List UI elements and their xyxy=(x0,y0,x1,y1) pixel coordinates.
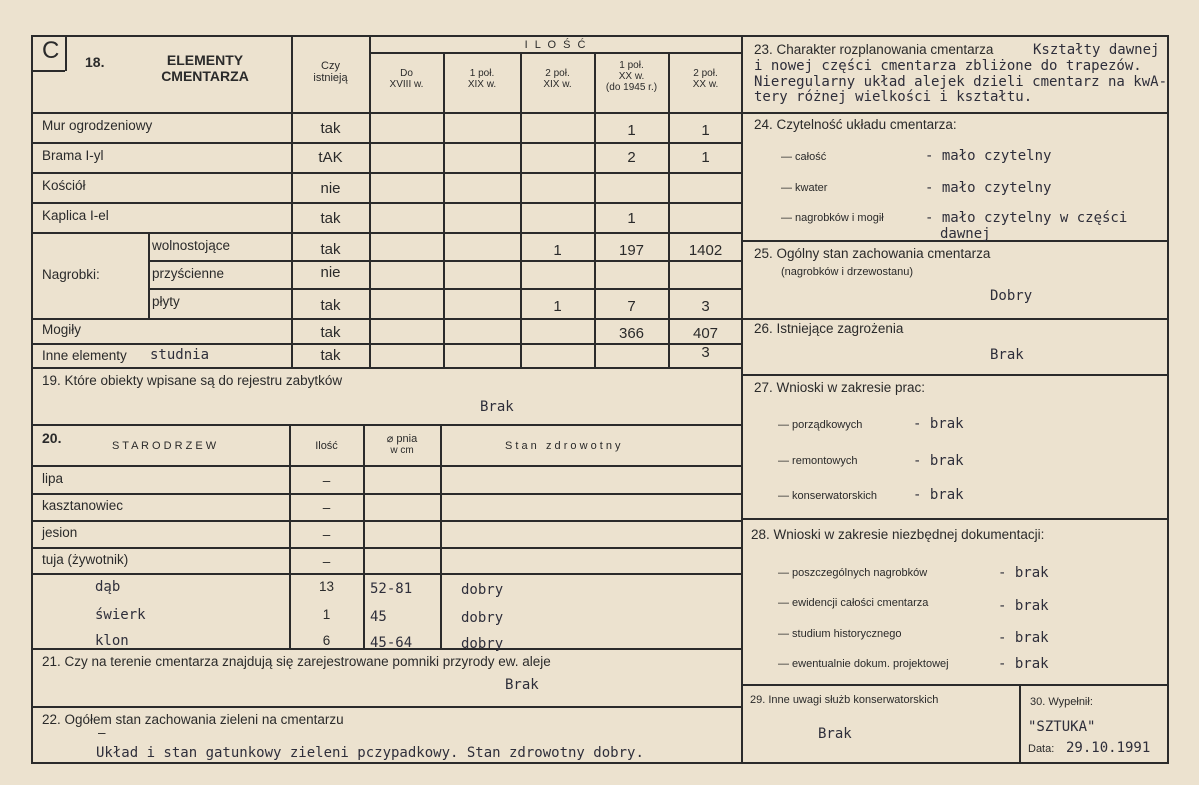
s24-item-0-value: - mało czytelny xyxy=(925,148,1052,164)
s24-item-1-label: — kwater xyxy=(781,182,828,194)
section-number: 18. xyxy=(85,54,105,70)
s27-item-0-label: — porządkowych xyxy=(778,419,863,431)
s23-line2: i nowej części cmentarza zbliżone do trapezów. xyxy=(754,58,1142,74)
period-header-2-l1: 2 poł. xyxy=(545,68,570,79)
s21-label: 21. Czy na terenie cmentarza znajdują się zarejestrowane pomniki przyrody ew. aleje xyxy=(42,654,551,669)
tree-name: kasztanowiec xyxy=(42,498,124,513)
s28-item-1-label: — ewidencji całości cmentarza xyxy=(778,597,929,609)
s24-item-2-value2: dawnej xyxy=(940,226,991,242)
row-label-mogily: Mogiły xyxy=(42,322,82,337)
s21-value: Brak xyxy=(505,677,539,693)
s30-label: 30. Wypełnił: xyxy=(1030,696,1093,708)
s26-value: Brak xyxy=(990,347,1024,363)
s27-item-1-value: - brak xyxy=(913,453,964,469)
section-title xyxy=(140,52,270,84)
s23-line4: tery różnej wielkości i kształtu. xyxy=(754,89,1033,105)
cell-mogily-c5: 407 xyxy=(692,325,719,342)
cell-mur-c5: 1 xyxy=(701,122,710,139)
tree-ilosc: – xyxy=(322,527,331,542)
tree-ilosc: 1 xyxy=(322,607,331,622)
row-label-mur: Mur ogrodzeniowy xyxy=(42,118,153,133)
tree-name: klon xyxy=(95,633,129,649)
s23-line3: Nieregularny układ alejek dzieli cmentarz na kwA- xyxy=(754,74,1168,90)
s25-label: 25. Ogólny stan zachowania cmentarza xyxy=(754,246,991,261)
s22-value: Układ i stan gatunkowy zieleni pczypadkowy. Stan zdrowotny dobry. xyxy=(96,745,644,761)
period-header-4 xyxy=(669,68,742,90)
cell-inne-czy: tak xyxy=(320,347,341,364)
s20-col-stan: S t a n z d r o w o t n y xyxy=(505,440,621,452)
s28-item-2-value: - brak xyxy=(998,630,1049,646)
cell-brama-c5: 1 xyxy=(701,149,710,166)
cell-mur-c4: 1 xyxy=(627,122,636,139)
s24-item-0-label: — całość xyxy=(781,151,827,163)
s20-number: 20. xyxy=(42,430,62,446)
title-line1: ELEMENTY xyxy=(166,52,244,68)
pnia-line1: ⌀ pnia xyxy=(386,433,418,445)
s23-label: 23. Charakter rozplanowania cmentarza xyxy=(754,42,994,57)
s28-item-3-label: — ewentualnie dokum. projektowej xyxy=(778,658,949,670)
row-label-brama: Brama I-yl xyxy=(42,148,104,163)
s22-label: 22. Ogółem stan zachowania zieleni na cmentarzu xyxy=(42,712,344,727)
cell-brama-czy: tAK xyxy=(318,149,343,166)
tree-stan: dobry xyxy=(461,636,504,652)
tree-pnia: 52-81 xyxy=(370,581,413,597)
s28-item-0-value: - brak xyxy=(998,565,1049,581)
czy-line1: Czy xyxy=(321,60,340,72)
cell-mogily-czy: tak xyxy=(320,324,341,341)
period-header-0-l2: XVIII w. xyxy=(389,79,424,90)
cell-kaplica-czy: tak xyxy=(320,210,341,227)
title-line2: CMENTARZA xyxy=(161,68,249,84)
tree-ilosc: 13 xyxy=(318,579,335,594)
period-header-1-l1: 1 poł. xyxy=(469,68,495,79)
tree-name: tuja (żywotnik) xyxy=(42,552,129,567)
s19-label: 19. Które obiekty wpisane są do rejestru zabytków xyxy=(42,373,343,388)
period-header-0-l1: Do xyxy=(400,68,413,79)
s28-item-1-value: - brak xyxy=(998,598,1049,614)
row-label-przys: przyścienne xyxy=(152,266,225,281)
period-header-3 xyxy=(595,60,668,93)
s30-value: "SZTUKA" xyxy=(1028,719,1096,735)
tree-stan: dobry xyxy=(461,582,504,598)
cell-wolno-czy: tak xyxy=(320,241,341,258)
cell-mogily-c4: 366 xyxy=(618,325,645,342)
cell-brama-c4: 2 xyxy=(627,149,636,166)
s20-title: S T A R O D R Z E W xyxy=(112,440,217,452)
s23-line1: Kształty dawnej xyxy=(1033,42,1160,58)
s27-item-0-value: - brak xyxy=(913,416,964,432)
s28-label: 28. Wnioski w zakresie niezbędnej dokumentacji: xyxy=(751,527,1045,542)
tree-ilosc: – xyxy=(322,500,331,515)
s25-value: Dobry xyxy=(990,288,1033,304)
tree-name: jesion xyxy=(42,525,78,540)
cell-wolno-c5: 1402 xyxy=(688,242,723,259)
s24-item-2-label: — nagrobków i mogił xyxy=(781,212,884,224)
s25-sub: (nagrobków i drzewostanu) xyxy=(781,266,914,278)
s27-item-2-value: - brak xyxy=(913,487,964,503)
cell-kosciol-czy: nie xyxy=(320,180,341,197)
row-label-inne: Inne elementy xyxy=(42,348,127,363)
s24-item-2-value: - mało czytelny w części xyxy=(925,210,1128,226)
s19-value: Brak xyxy=(480,399,514,415)
tree-ilosc: – xyxy=(322,554,331,569)
row-label-kosciol: Kościół xyxy=(42,178,86,193)
tree-name: lipa xyxy=(42,471,64,486)
ilosc-header: I L O Ś Ć xyxy=(524,39,588,51)
period-header-2-l2: XIX w. xyxy=(543,79,572,90)
s30-date-value: 29.10.1991 xyxy=(1066,740,1151,756)
row-label-wolno: wolnostojące xyxy=(152,238,231,253)
czy-istnieja-header xyxy=(292,60,369,84)
s26-label: 26. Istniejące zagrożenia xyxy=(754,321,904,336)
s28-item-3-value: - brak xyxy=(998,656,1049,672)
tree-stan: dobry xyxy=(461,610,504,626)
period-header-3-l1: 1 poł. xyxy=(619,60,644,71)
cell-mur-czy: tak xyxy=(320,120,341,137)
cell-przys-czy: nie xyxy=(320,264,341,281)
s24-item-1-value: - mało czytelny xyxy=(925,180,1052,196)
period-header-1-l2: XIX w. xyxy=(467,79,497,90)
period-header-1 xyxy=(444,68,520,90)
tree-ilosc: – xyxy=(322,473,331,488)
tree-name: dąb xyxy=(95,579,121,595)
cell-wolno-c3: 1 xyxy=(553,242,562,259)
s30-date-label: Data: xyxy=(1028,743,1055,755)
s28-item-2-label: — studium historycznego xyxy=(778,628,902,640)
cell-plyty-c5: 3 xyxy=(701,298,710,315)
period-header-4-l1: 2 poł. xyxy=(693,68,718,79)
czy-line2: istnieją xyxy=(313,72,348,84)
pnia-line2: w cm xyxy=(390,445,414,456)
s22-dash: – xyxy=(98,725,106,740)
period-header-0 xyxy=(370,68,443,90)
cell-plyty-czy: tak xyxy=(320,297,341,314)
cell-plyty-c3: 1 xyxy=(553,298,562,315)
row-label-plyty: płyty xyxy=(152,294,180,309)
s20-col-pnia xyxy=(364,433,440,456)
tree-pnia: 45-64 xyxy=(370,635,413,651)
period-header-2 xyxy=(521,68,594,90)
cell-inne-c5: 3 xyxy=(701,344,710,361)
tree-name: świerk xyxy=(95,607,146,623)
s24-label: 24. Czytelność układu cmentarza: xyxy=(754,117,957,132)
period-header-4-l2: XX w. xyxy=(692,79,719,90)
s29-label: 29. Inne uwagi służb konserwatorskich xyxy=(750,694,939,706)
s27-item-2-label: — konserwatorskich xyxy=(778,490,878,502)
cell-kaplica-c4: 1 xyxy=(627,210,636,227)
s20-col-ilosc: Ilość xyxy=(315,440,338,452)
s29-value: Brak xyxy=(818,726,852,742)
period-header-3-l3: (do 1945 r.) xyxy=(605,82,658,93)
s27-item-1-label: — remontowych xyxy=(778,455,858,467)
cell-plyty-c4: 7 xyxy=(627,298,636,315)
cell-wolno-c4: 197 xyxy=(618,242,645,259)
row-label-kaplica: Kaplica I-el xyxy=(42,208,109,223)
tree-ilosc: 6 xyxy=(322,633,331,648)
period-header-3-l2: XX w. xyxy=(618,71,645,82)
section-letter: C xyxy=(42,37,60,64)
tree-pnia: 45 xyxy=(370,609,387,625)
s28-item-0-label: — poszczególnych nagrobków xyxy=(778,567,928,579)
s27-label: 27. Wnioski w zakresie prac: xyxy=(754,380,926,395)
cell-inne-value: studnia xyxy=(150,347,210,363)
row-label-nagrobki: Nagrobki: xyxy=(42,267,100,282)
